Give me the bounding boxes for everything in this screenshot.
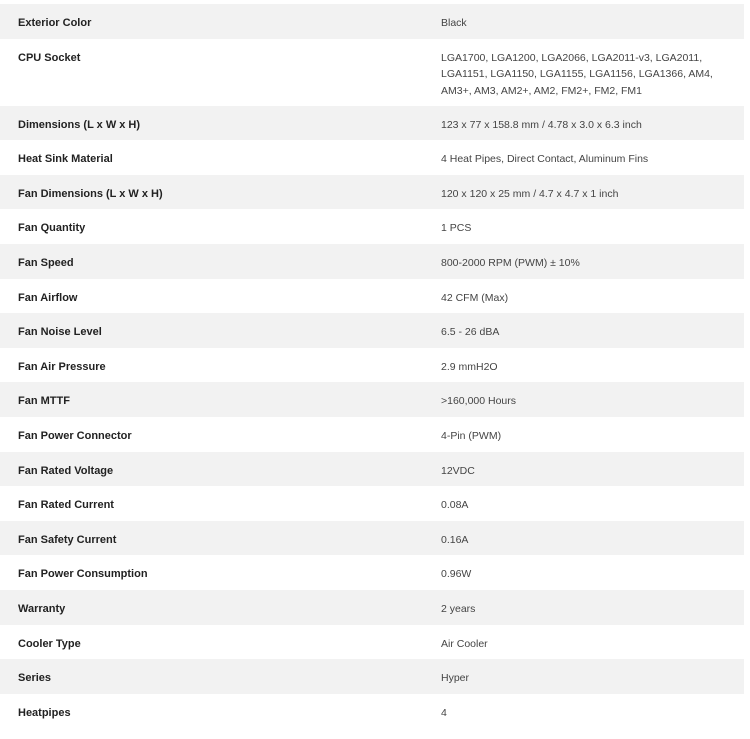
spec-row-fan-noise-level: [0, 313, 744, 348]
spec-value: Air Cooler: [441, 637, 488, 650]
spec-value: 12VDC: [441, 464, 475, 477]
spec-row-exterior-color: [0, 4, 744, 39]
spec-row-dimensions: [0, 106, 744, 141]
spec-value: 2.9 mmH2O: [441, 360, 498, 373]
spec-value: Hyper: [441, 672, 470, 685]
spec-value: 800-2000 RPM (PWM) ± 10%: [441, 256, 580, 269]
spec-label: Dimensions (L x W x H): [18, 118, 141, 131]
spec-value: 4 Heat Pipes, Direct Contact, Aluminum Fins: [441, 153, 649, 166]
spec-value: LGA1700, LGA1200, LGA2066, LGA2011-v3, LGA2011, LGA1151, LGA1150, LGA1155, LGA1156, LGA1366, AM4, AM3+, AM3, AM2+, AM2, FM2+, FM2, FM1: [441, 51, 713, 97]
spec-value: 42 CFM (Max): [441, 291, 509, 304]
spec-row-fan-power-consumption: [0, 555, 744, 590]
spec-value: 123 x 77 x 158.8 mm / 4.78 x 3.0 x 6.3 inch: [441, 118, 642, 131]
spec-value: 0.16A: [441, 533, 469, 546]
spec-value: 2 years: [441, 602, 476, 615]
spec-label: Warranty: [18, 602, 66, 615]
spec-row-cooler-type: [0, 625, 744, 660]
spec-value: 4-Pin (PWM): [441, 429, 502, 442]
spec-row-fan-safety-current: [0, 521, 744, 556]
spec-label: Fan Speed: [18, 256, 74, 269]
spec-label: Fan Quantity: [18, 222, 86, 235]
spec-value: Black: [441, 17, 467, 29]
spec-value: 0.08A: [441, 499, 469, 512]
spec-row-series: [0, 659, 744, 694]
spec-row-fan-rated-voltage: [0, 452, 744, 487]
spec-label: Fan Airflow: [18, 291, 78, 304]
spec-label: Fan Power Connector: [18, 429, 132, 442]
spec-row-fan-quantity: [0, 209, 744, 244]
spec-label: Heat Sink Material: [18, 153, 113, 166]
spec-label: Fan Noise Level: [18, 326, 102, 339]
spec-label: Fan Rated Voltage: [18, 464, 114, 477]
spec-table: [0, 4, 744, 728]
spec-row-heat-sink-material: [0, 140, 744, 175]
spec-label: Cooler Type: [18, 637, 81, 650]
spec-value: 1 PCS: [441, 222, 472, 235]
spec-row-fan-air-pressure: [0, 348, 744, 383]
spec-row-fan-dimensions: [0, 175, 744, 210]
spec-label: Fan Air Pressure: [18, 360, 106, 373]
spec-label: Fan Rated Current: [18, 499, 114, 512]
spec-value: 120 x 120 x 25 mm / 4.7 x 4.7 x 1 inch: [441, 187, 619, 200]
spec-label: Fan Dimensions (L x W x H): [18, 187, 163, 200]
spec-row-fan-power-connector: [0, 417, 744, 452]
spec-row-warranty: [0, 590, 744, 625]
spec-row-fan-airflow: [0, 279, 744, 314]
spec-label: Series: [18, 672, 52, 685]
spec-row-heatpipes: [0, 694, 744, 729]
spec-value: 4: [441, 706, 447, 719]
spec-label: Heatpipes: [18, 706, 71, 719]
spec-label: Fan Safety Current: [18, 533, 117, 546]
spec-row-cpu-socket: [0, 39, 744, 106]
spec-row-fan-rated-current: [0, 486, 744, 521]
spec-label: CPU Socket: [18, 51, 81, 64]
spec-row-fan-speed: [0, 244, 744, 279]
spec-row-fan-mttf: [0, 382, 744, 417]
spec-value: >160,000 Hours: [441, 395, 517, 408]
spec-label: Exterior Color: [18, 17, 92, 29]
spec-value: 6.5 - 26 dBA: [441, 326, 500, 339]
spec-value: 0.96W: [441, 568, 472, 581]
spec-label: Fan Power Consumption: [18, 568, 148, 581]
spec-label: Fan MTTF: [18, 395, 70, 408]
